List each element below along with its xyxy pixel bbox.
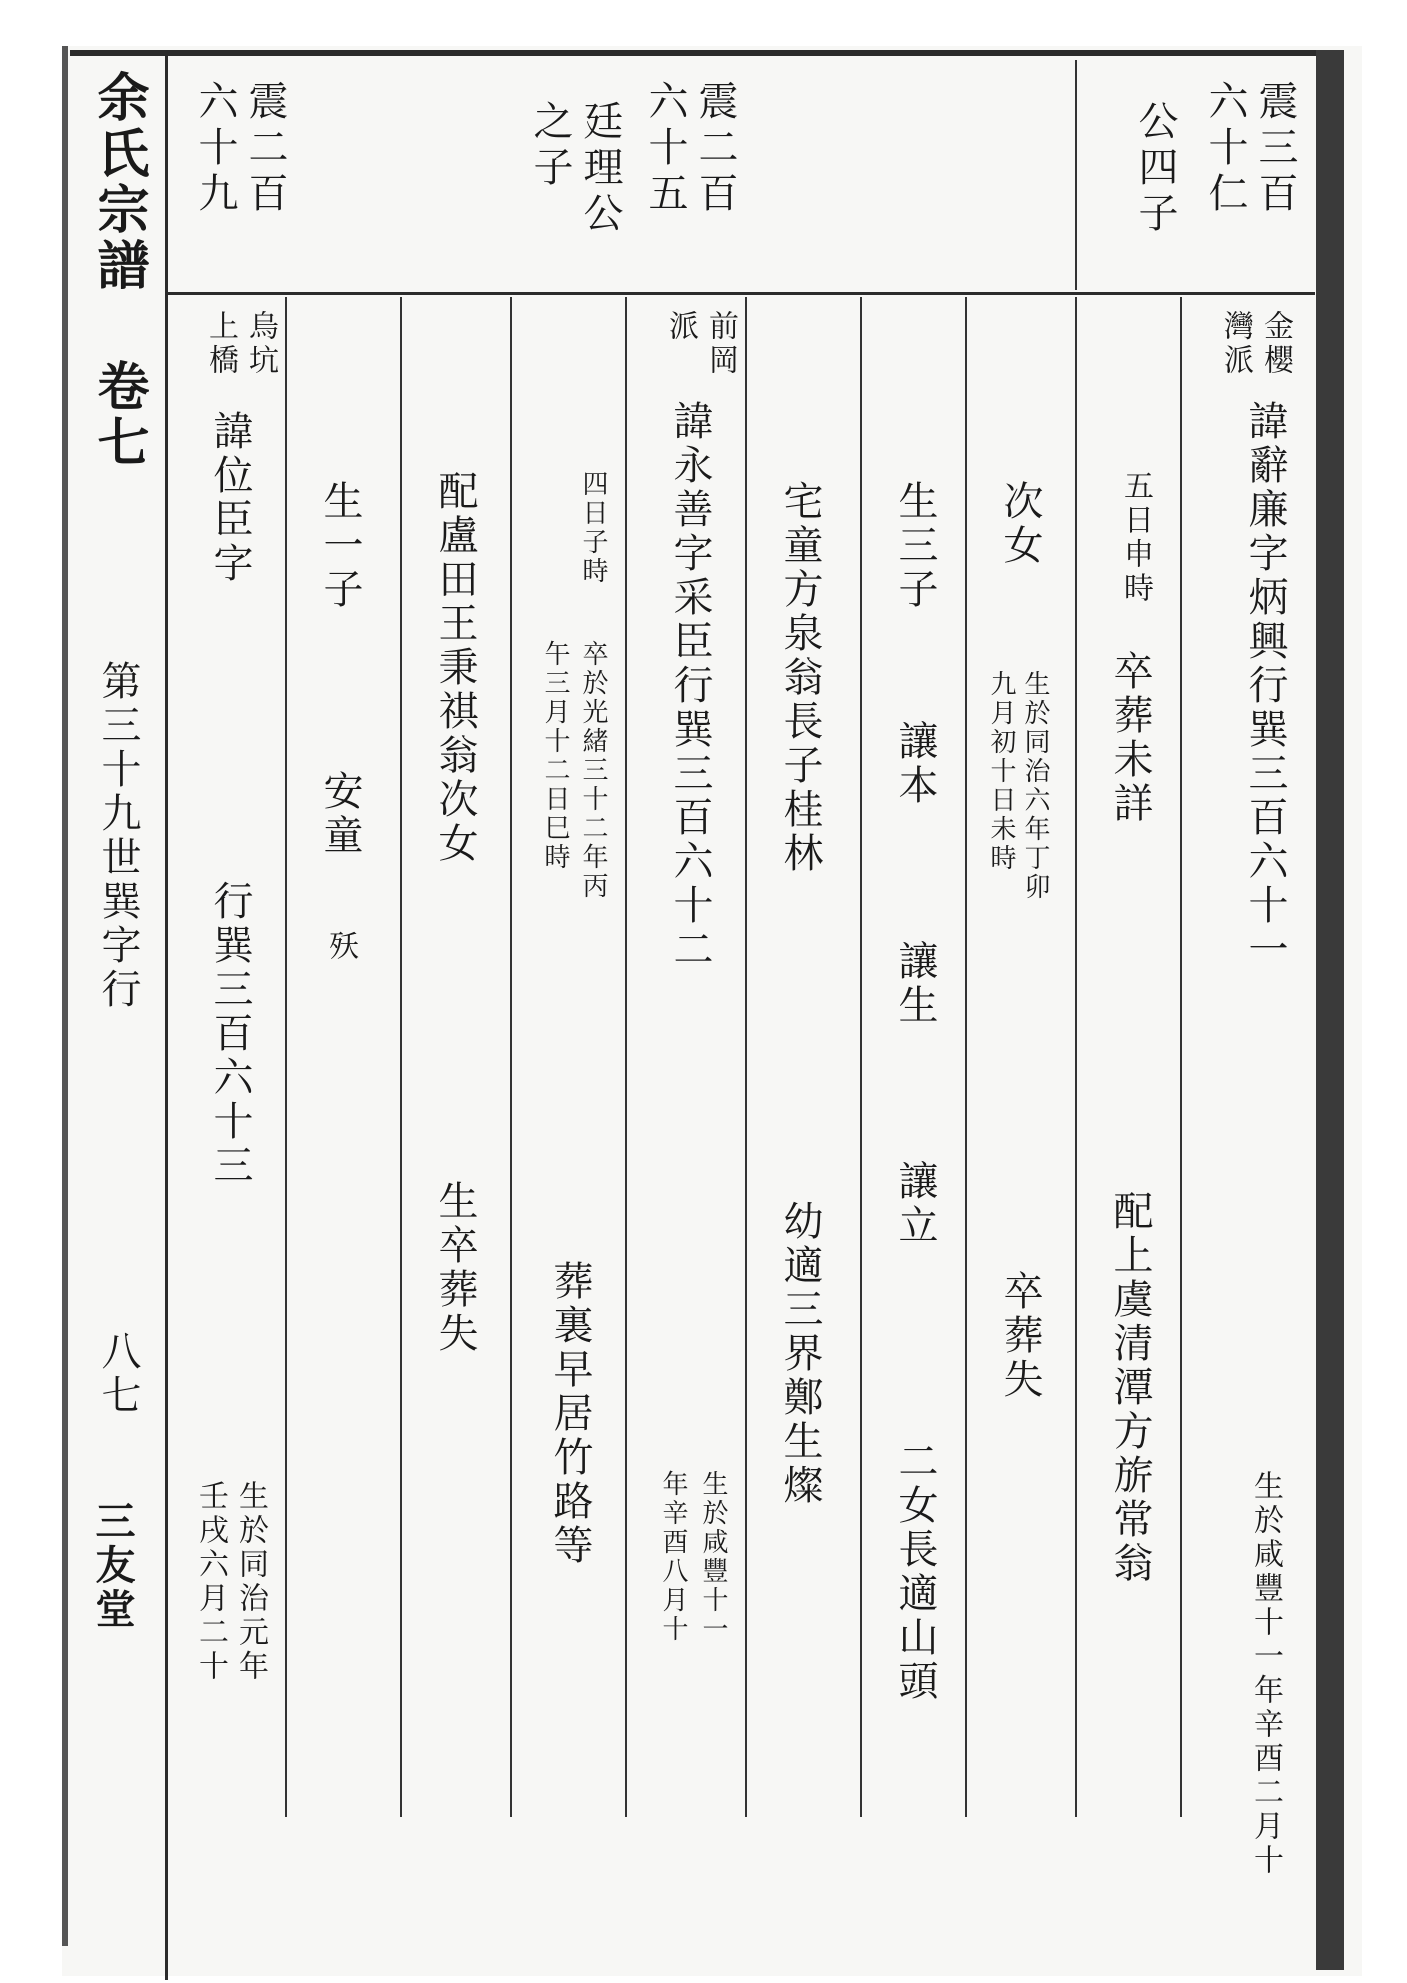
header-2: 公四子 bbox=[1132, 100, 1178, 238]
divider bbox=[1180, 297, 1182, 1817]
divider bbox=[965, 297, 967, 1817]
r1-son1: 讓本 bbox=[892, 720, 938, 808]
divider bbox=[285, 297, 287, 1817]
right-border bbox=[1316, 50, 1344, 1970]
r3-hang: 行巽三百六十三 bbox=[207, 880, 253, 1188]
r1-daughter-birth: 生於同治六年丁卯 bbox=[1020, 670, 1050, 902]
r2-line-b: 幼適三界鄭生燦 bbox=[777, 1200, 823, 1508]
r2-line-a: 宅童方泉翁長子桂林 bbox=[777, 480, 823, 876]
divider bbox=[625, 297, 627, 1817]
r2-birth-time: 四日子時 bbox=[578, 470, 608, 586]
header-4-line2: 之子 bbox=[527, 100, 573, 192]
r2-death: 卒於光緒三十二年丙 bbox=[578, 640, 608, 901]
header-4-line1: 廷理公 bbox=[577, 100, 623, 238]
book-title: 余氏宗譜 卷七 bbox=[88, 70, 149, 471]
divider bbox=[1075, 297, 1077, 1817]
r3-birth: 生於同治元年 bbox=[233, 1480, 268, 1684]
r1-birth: 生於咸豐十一年辛酉二月十 bbox=[1248, 1470, 1283, 1878]
r3-spouse: 配盧田王秉祺翁次女 bbox=[432, 470, 478, 866]
r1-sons: 生三子 bbox=[892, 480, 938, 612]
header-1-line2: 六十仁 bbox=[1202, 80, 1248, 218]
top-border bbox=[70, 50, 1335, 56]
header-1-line1: 震三百 bbox=[1252, 80, 1298, 218]
header-3-line2: 六十五 bbox=[642, 80, 688, 218]
divider bbox=[745, 297, 747, 1817]
r2-main: 諱永善字采臣行巽三百六十二 bbox=[667, 400, 713, 972]
banner-column bbox=[70, 50, 168, 1980]
r1-branch: 金櫻 bbox=[1258, 310, 1293, 378]
r1-daughters: 二女長適山頭 bbox=[892, 1440, 938, 1704]
header-rule bbox=[165, 292, 1315, 295]
r2-burial: 葬裏早居竹路等 bbox=[547, 1260, 593, 1568]
header-3-line1: 震二百 bbox=[692, 80, 738, 218]
page-edge bbox=[62, 46, 68, 1946]
r3-birth2: 壬戌六月二十 bbox=[193, 1480, 228, 1684]
r1-daughter-death: 卒葬失 bbox=[997, 1270, 1043, 1402]
header-5-line1: 震二百 bbox=[242, 80, 288, 218]
page-number: 八七 bbox=[95, 1330, 141, 1418]
r1-birth-time: 五日申時 bbox=[1118, 470, 1153, 606]
r2-death2: 午三月十二日巳時 bbox=[540, 640, 570, 872]
r3-branch: 烏坑 bbox=[243, 310, 278, 378]
r3-main: 諱位臣字 bbox=[207, 410, 253, 586]
r1-daughter-birth2: 九月初十日未時 bbox=[986, 670, 1016, 873]
r3-branch2: 上橋 bbox=[203, 310, 238, 378]
generation-label: 第三十九世巽字行 bbox=[95, 660, 141, 1012]
divider bbox=[510, 297, 512, 1817]
r1-daughter: 次女 bbox=[997, 480, 1043, 568]
r1-death: 卒葬未詳 bbox=[1107, 650, 1153, 826]
r3-son1-note: 殀 bbox=[323, 930, 358, 964]
hall-name: 三友堂 bbox=[89, 1500, 136, 1632]
r3-son1: 安童 bbox=[317, 770, 363, 858]
r3-sons: 生一子 bbox=[317, 480, 363, 612]
r2-birth: 生於咸豐十一 bbox=[698, 1470, 728, 1644]
r2-branch2: 派 bbox=[663, 310, 698, 344]
r1-son2: 讓生 bbox=[892, 940, 938, 1028]
r2-branch: 前岡 bbox=[703, 310, 738, 378]
r2-birth2: 年辛酉八月十 bbox=[658, 1470, 688, 1644]
header-divider bbox=[1075, 60, 1077, 290]
header-5-line2: 六十九 bbox=[192, 80, 238, 218]
r3-spouse-death: 生卒葬失 bbox=[432, 1180, 478, 1356]
divider bbox=[860, 297, 862, 1817]
r1-main: 諱辭廉字炳興行巽三百六十一 bbox=[1242, 400, 1288, 972]
r1-son3: 讓立 bbox=[892, 1160, 938, 1248]
divider bbox=[400, 297, 402, 1817]
r1-branch2: 灣派 bbox=[1218, 310, 1253, 378]
r1-spouse: 配上虞清潭方旂常翁 bbox=[1107, 1190, 1153, 1586]
